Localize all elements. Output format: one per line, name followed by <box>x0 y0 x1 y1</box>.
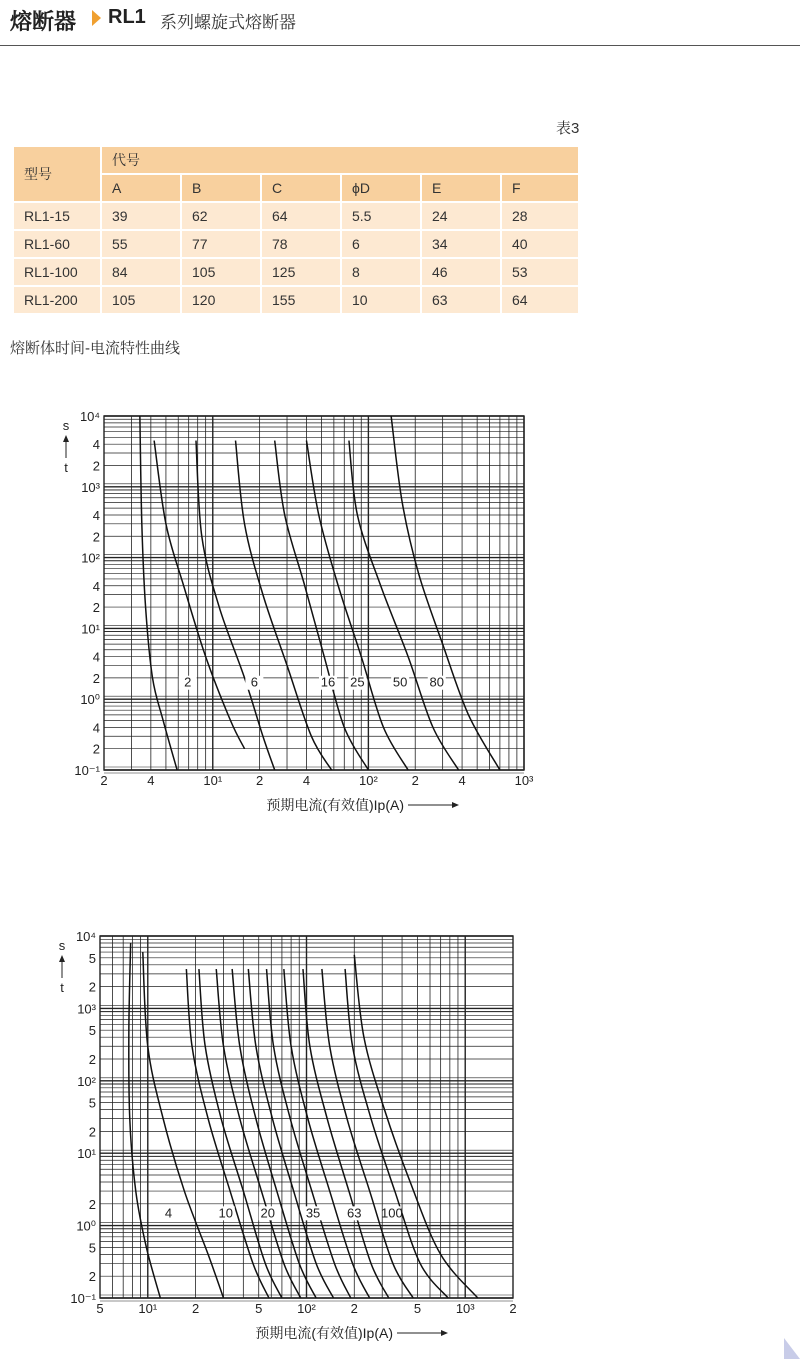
corner-decoration <box>784 1338 800 1359</box>
curve-label: 100 <box>381 1205 403 1221</box>
table-cell: 105 <box>181 258 261 286</box>
y-tick-label: 10⁻¹ <box>74 763 100 778</box>
y-tick-label: 4 <box>92 578 100 594</box>
x-tick-label: 2 <box>191 1301 200 1316</box>
x-tick-label: 4 <box>458 773 466 788</box>
x-tick-label: 4 <box>147 773 155 788</box>
table-cell: 120 <box>181 286 261 314</box>
table-cell: 53 <box>501 258 579 286</box>
table-header-row <box>13 146 579 174</box>
plot-frame <box>104 416 524 770</box>
curves-title: 熔断体时间-电流特性曲线 <box>10 340 180 357</box>
table-cell: 39 <box>101 202 181 230</box>
fuse-curve-10 <box>199 969 282 1298</box>
table-row <box>13 286 579 314</box>
code-header: 代号 <box>101 146 579 174</box>
x-axis-label: 预期电流(有效值)Ip(A) <box>266 797 404 813</box>
y-axis-label: t <box>64 460 68 475</box>
curve-label: 20 <box>260 1205 275 1221</box>
fuse-curve-20 <box>232 969 316 1298</box>
y-tick-label: 5 <box>88 950 96 966</box>
fuse-curve-100 <box>322 969 413 1298</box>
y-tick-label: 10¹ <box>81 621 100 637</box>
x-tick-label: 10¹ <box>203 773 223 788</box>
table-cell: 77 <box>181 230 261 258</box>
y-tick-label: 10³ <box>81 479 100 495</box>
table-cell: 10 <box>341 286 421 314</box>
x-tick-label: 2 <box>100 773 108 788</box>
curve-label: 35 <box>305 1205 321 1221</box>
x-tick-label: 2 <box>255 773 264 788</box>
table-row <box>13 258 579 286</box>
table-cell: 46 <box>421 258 501 286</box>
x-tick-label: 10³ <box>455 1301 475 1316</box>
header-arrow-icon <box>92 10 101 26</box>
x-tick-label: 2 <box>411 773 419 788</box>
table-cell: 55 <box>101 230 181 258</box>
y-tick-label: 2 <box>88 1269 96 1285</box>
y-tick-label: 10⁰ <box>80 692 100 708</box>
table-cell: 63 <box>421 286 501 314</box>
curve-label: 80 <box>429 674 444 690</box>
y-tick-label: 10¹ <box>77 1146 96 1162</box>
y-tick-label: 2 <box>88 1052 96 1068</box>
x-axis-label: 预期电流(有效值)Ip(A) <box>255 1325 393 1341</box>
table-cell: 78 <box>261 230 341 258</box>
curve-label: 63 <box>347 1205 362 1221</box>
y-tick-label: 2 <box>92 670 100 686</box>
row-model: RL1-15 <box>13 202 101 230</box>
x-tick-label: 10² <box>358 773 378 788</box>
y-axis-label: s <box>58 938 66 953</box>
y-axis-label: t <box>60 980 64 995</box>
x-axis-arrow-head-icon <box>452 802 459 808</box>
x-tick-label: 10² <box>297 1301 316 1316</box>
curve-label: 6 <box>250 674 258 690</box>
column-header: A <box>101 174 181 202</box>
y-tick-label: 10⁰ <box>76 1218 96 1234</box>
header-category: 熔断器 <box>10 9 77 34</box>
table-cell: 24 <box>421 202 501 230</box>
column-header: F <box>501 174 579 202</box>
x-tick-label: 10³ <box>514 773 534 788</box>
fuse-curve-10 <box>186 969 269 1298</box>
table-cell: 125 <box>261 258 341 286</box>
table-cell: 62 <box>181 202 261 230</box>
table-cell: 84 <box>101 258 181 286</box>
table-cell: 155 <box>261 286 341 314</box>
y-axis-label: s <box>62 418 70 433</box>
table-row <box>13 230 579 258</box>
fuse-curve-4 <box>143 952 224 1298</box>
column-header: C <box>261 174 341 202</box>
table-cell: 5.5 <box>341 202 421 230</box>
table-cell: 6 <box>341 230 421 258</box>
y-tick-label: 2 <box>92 600 100 616</box>
y-tick-label: 2 <box>92 458 100 474</box>
curve-label: 16 <box>320 674 336 690</box>
curve-label: 2 <box>184 674 192 690</box>
x-tick-label: 5 <box>96 1301 104 1316</box>
column-header: B <box>181 174 261 202</box>
y-tick-label: 5 <box>88 1023 96 1039</box>
y-tick-label: 10⁴ <box>75 929 96 944</box>
header-model: RL1 <box>108 6 146 28</box>
x-tick-label: 5 <box>255 1301 263 1316</box>
fuse-curve-80 <box>391 416 500 770</box>
model-header: 型号 <box>13 146 101 202</box>
table-cell: 8 <box>341 258 421 286</box>
y-tick-label: 4 <box>92 507 100 523</box>
curve-label: 50 <box>392 674 408 690</box>
y-tick-label: 4 <box>92 720 100 736</box>
y-tick-label: 10² <box>81 550 100 566</box>
chart-grid <box>104 416 524 773</box>
row-model: RL1-100 <box>13 258 101 286</box>
y-tick-label: 5 <box>88 1240 96 1256</box>
x-tick-label: 5 <box>413 1301 422 1316</box>
y-tick-label: 4 <box>92 649 100 665</box>
table-cell: 64 <box>501 286 579 314</box>
page-header <box>0 0 800 46</box>
table-cell: 64 <box>261 202 341 230</box>
y-tick-label: 10³ <box>77 1001 96 1017</box>
row-model: RL1-200 <box>13 286 101 314</box>
table-cell: 34 <box>421 230 501 258</box>
header-description: 系列螺旋式熔断器 <box>160 13 296 32</box>
column-header: E <box>421 174 501 202</box>
y-tick-label: 2 <box>88 1196 96 1212</box>
table-cell: 40 <box>501 230 579 258</box>
y-tick-label: 10⁻¹ <box>70 1291 96 1306</box>
chart-grid <box>100 936 513 1301</box>
y-tick-label: 2 <box>92 741 100 757</box>
time-current-chart-1 <box>0 400 800 830</box>
time-current-chart-2 <box>0 920 800 1350</box>
y-axis-arrow-head-icon <box>63 435 69 442</box>
table-caption: 表3 <box>556 120 580 137</box>
column-header: ϕD <box>341 174 421 202</box>
curve-label: 4 <box>164 1205 173 1221</box>
x-tick-label: 2 <box>509 1301 517 1316</box>
x-axis-arrow-head-icon <box>441 1330 448 1336</box>
y-tick-label: 5 <box>88 1095 96 1111</box>
x-tick-label: 2 <box>350 1301 358 1316</box>
y-tick-label: 10² <box>77 1073 96 1089</box>
x-tick-label: 10¹ <box>138 1301 158 1316</box>
table-row <box>13 202 579 230</box>
table-cell: 28 <box>501 202 579 230</box>
y-tick-label: 10⁴ <box>79 409 100 424</box>
y-tick-label: 2 <box>92 529 100 545</box>
curve-label: 10 <box>218 1205 234 1221</box>
y-axis-arrow-head-icon <box>59 955 65 962</box>
y-tick-label: 2 <box>88 979 96 995</box>
x-tick-label: 4 <box>302 773 311 788</box>
dimension-table <box>12 145 580 315</box>
row-model: RL1-60 <box>13 230 101 258</box>
y-tick-label: 4 <box>92 437 100 453</box>
curve-label: 25 <box>350 674 365 690</box>
y-tick-label: 2 <box>88 1124 96 1140</box>
table-cell: 105 <box>101 286 181 314</box>
